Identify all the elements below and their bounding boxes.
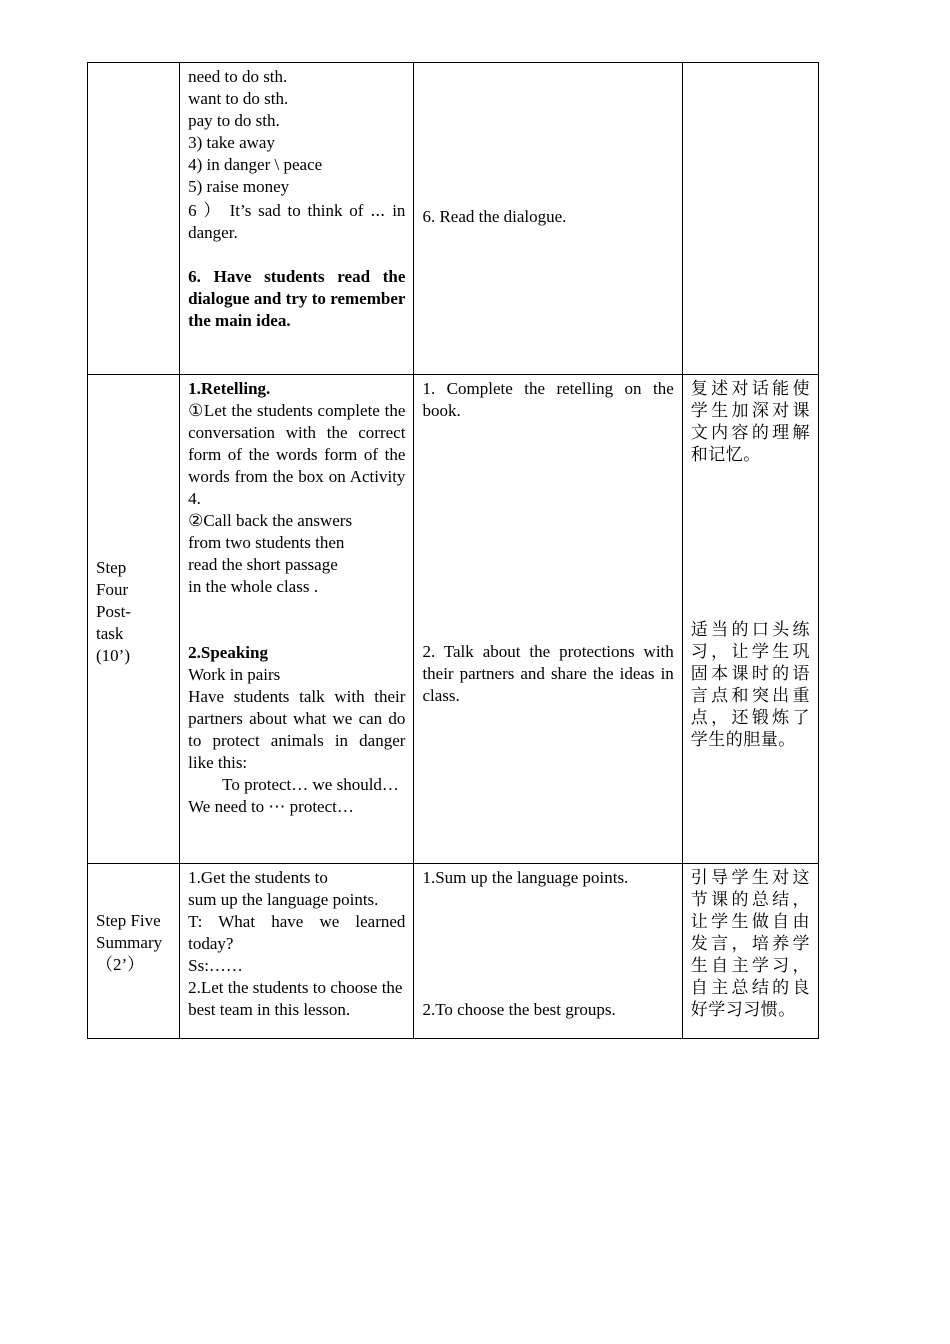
phrase-line: 5) raise money bbox=[188, 177, 290, 196]
step-label: Step Five bbox=[96, 910, 161, 930]
activity-text: 2. Talk about the protections with their partners and share the ideas in class. bbox=[422, 642, 674, 705]
step-label: Four bbox=[96, 579, 129, 599]
step-label: Summary bbox=[96, 932, 163, 952]
lesson-plan-table bbox=[87, 62, 819, 1039]
phrase-line: 3) take away bbox=[188, 133, 275, 152]
phrase-list bbox=[188, 66, 405, 198]
instruction-bold: 6. Have students read the dialogue and try to remember the main idea. bbox=[188, 267, 406, 330]
purpose-cell bbox=[682, 63, 818, 375]
step-label: task bbox=[96, 623, 124, 643]
table-row bbox=[88, 864, 819, 1039]
step-cell bbox=[88, 864, 180, 1039]
speak-line: To protect… we should… bbox=[222, 775, 399, 794]
speak-line: We need to ⋯ protect… bbox=[188, 797, 354, 816]
activity-text: 1.Sum up the language points. bbox=[422, 868, 629, 887]
section-title: 2.Speaking bbox=[188, 643, 268, 662]
activity-text: 1. Complete the retelling on the book. bbox=[422, 379, 674, 420]
step-label: Step bbox=[96, 557, 127, 577]
retell-text: ①Let the students complete the conversation with the correct form of the words form of the words from the box on Activity 4. bbox=[188, 401, 406, 508]
step-label: （2’） bbox=[96, 954, 145, 974]
purpose-text: 复述对话能使学生加深对课文内容的理解和记忆。 bbox=[690, 379, 810, 465]
teacher-activity-cell bbox=[180, 375, 414, 864]
summary-line: sum up the language points. bbox=[188, 890, 379, 909]
phrase-line: pay to do sth. bbox=[188, 111, 280, 130]
activity-text: 6. Read the dialogue. bbox=[422, 207, 567, 226]
teacher-activity-cell bbox=[180, 63, 414, 375]
activity-text: 2.To choose the best groups. bbox=[422, 1000, 616, 1019]
phrase-line: want to do sth. bbox=[188, 89, 289, 108]
retell-line: read the short passage bbox=[188, 555, 338, 574]
retell-line: from two students then bbox=[188, 533, 345, 552]
step-label: (10’) bbox=[96, 645, 130, 665]
summary-answer: Ss:…… bbox=[188, 956, 243, 975]
summary-line: 2.Let the students to choose the best team in this lesson. bbox=[188, 978, 403, 1019]
table-row bbox=[88, 63, 819, 375]
purpose-text: 引导学生对这节课的总结，让学生做自由发言，培养学生自主学习，自主总结的良好学习习惯。 bbox=[690, 868, 810, 1020]
purpose-cell bbox=[682, 864, 818, 1039]
purpose-cell bbox=[682, 375, 818, 864]
student-activity-cell bbox=[414, 864, 682, 1039]
phrase-line: need to do sth. bbox=[188, 67, 288, 86]
summary-line: 1.Get the students to bbox=[188, 868, 328, 887]
speak-line: Work in pairs bbox=[188, 665, 281, 684]
retell-line: ②Call back the answers bbox=[188, 511, 353, 530]
phrase-line: 4) in danger \ peace bbox=[188, 155, 323, 174]
table-row bbox=[88, 375, 819, 864]
retell-line: in the whole class . bbox=[188, 577, 318, 596]
purpose-text: 适当的口头练习，让学生巩固本课时的语言点和突出重点，还锻炼了学生的胆量。 bbox=[690, 620, 810, 750]
teacher-activity-cell bbox=[180, 864, 414, 1039]
step-cell bbox=[88, 63, 180, 375]
speak-text: Have students talk with their partners about what we can do to protect animals in danger like this: bbox=[188, 687, 406, 772]
summary-question: T: What have we learned today? bbox=[188, 912, 406, 953]
step-cell bbox=[88, 375, 180, 864]
section-title: 1.Retelling. bbox=[188, 379, 271, 398]
student-activity-cell bbox=[414, 63, 682, 375]
phrase-line: 6 ） It’s sad to think of ⋯ in danger. bbox=[188, 201, 406, 242]
student-activity-cell bbox=[414, 375, 682, 864]
step-label: Post- bbox=[96, 601, 131, 621]
